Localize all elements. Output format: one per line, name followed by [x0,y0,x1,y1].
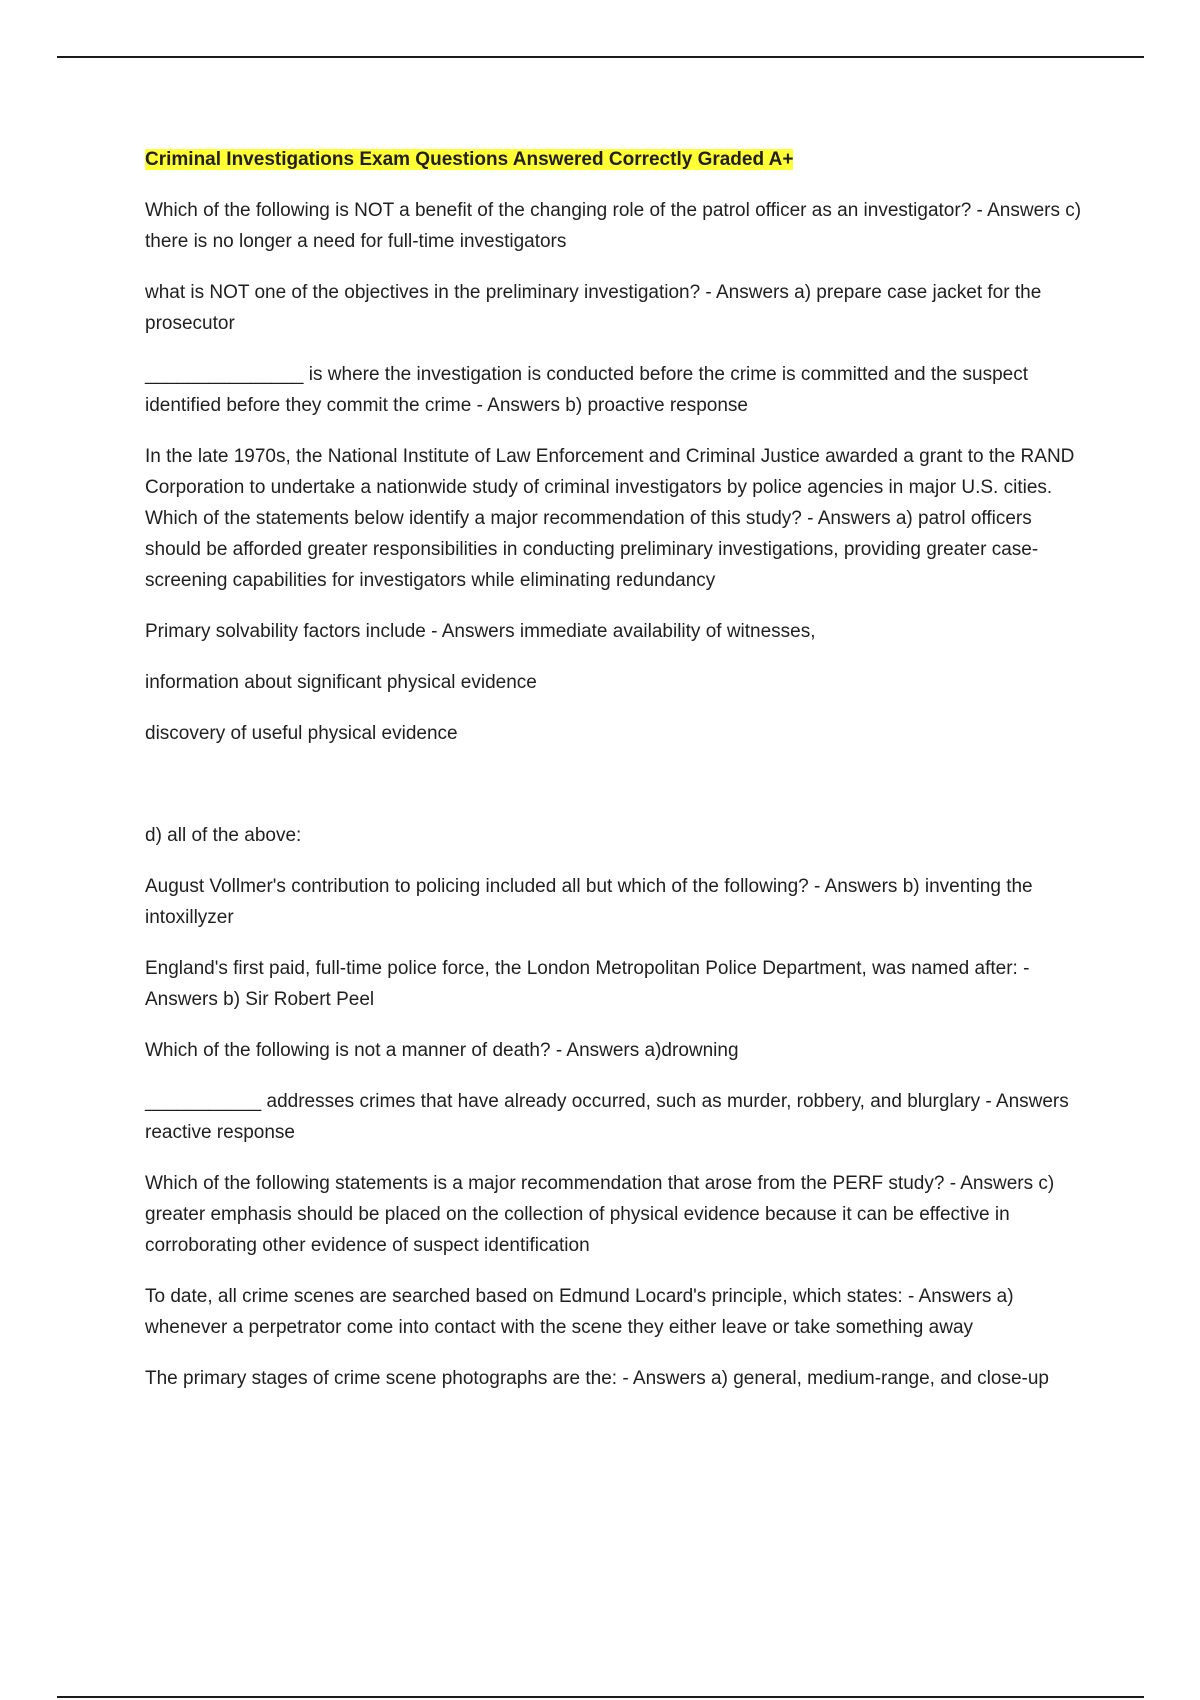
document-body [145,144,1085,1414]
question-paragraph: Which of the following is not a manner of death? - Answers a)drowning [145,1040,739,1061]
answer-continuation: d) all of the above: [145,825,302,846]
document-title [145,144,1085,175]
document-title-text: Criminal Investigations Exam Questions Answered Correctly Graded A+ [145,149,794,170]
question-paragraph: In the late 1970s, the National Institute of Law Enforcement and Criminal Justice awarded a grant to the RAND Corporation to undertake a nationwide study of criminal investigators by police agencies in major U.S. cities. Which of the statements below identify a major recommendation of this study? - Answers a) patrol officers should be afforded greater responsibilities in conducting preliminary investigations, providing greater case-screening capabilities for investigators while eliminating redundancy [145,446,1075,591]
answer-continuation: discovery of useful physical evidence [145,723,458,744]
blank-spacer [145,769,1085,820]
question-paragraph: England's first paid, full-time police force, the London Metropolitan Police Department, was named after: - Answers b) Sir Robert Peel [145,958,1030,1010]
question-paragraph: Which of the following statements is a major recommendation that arose from the PERF study? - Answers c) greater emphasis should be placed on the collection of physical evidence because it can be effective in corroborating other evidence of suspect identification [145,1173,1055,1256]
footer-rule [57,1696,1144,1698]
question-paragraph: The primary stages of crime scene photographs are the: - Answers a) general, medium-range, and close-up [145,1368,1050,1389]
question-paragraph: _______________ is where the investigation is conducted before the crime is committed and the suspect identified before they commit the crime - Answers b) proactive response [145,364,1028,416]
question-paragraph: August Vollmer's contribution to policing included all but which of the following? - Answers b) inventing the intoxillyzer [145,876,1033,928]
question-paragraph: Primary solvability factors include - Answers immediate availability of witnesses, [145,621,816,642]
answer-continuation: information about significant physical evidence [145,672,537,693]
question-paragraph: To date, all crime scenes are searched based on Edmund Locard's principle, which states: - Answers a) whenever a perpetrator come into contact with the scene they either leave or take something away [145,1286,1014,1338]
question-paragraph: Which of the following is NOT a benefit of the changing role of the patrol officer as an investigator? - Answers c) there is no longer a need for full-time investigators [145,200,1082,252]
header-rule [57,56,1144,58]
question-paragraph: what is NOT one of the objectives in the preliminary investigation? - Answers a) prepare case jacket for the prosecutor [145,282,1042,334]
question-paragraph: ___________ addresses crimes that have already occurred, such as murder, robbery, and blurglary - Answers reactive response [145,1091,1069,1143]
